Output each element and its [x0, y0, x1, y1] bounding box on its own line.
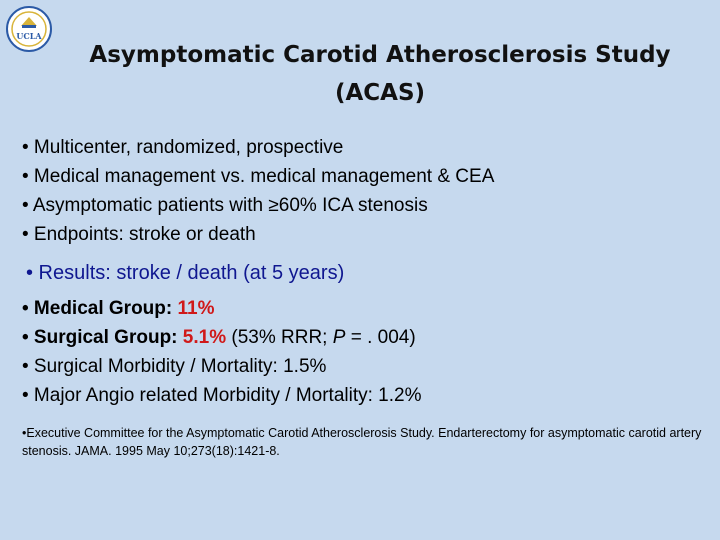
list-item: • Endpoints: stroke or death — [22, 224, 256, 245]
reference-citation: •Executive Committee for the Asymptomatic Carotid Atherosclerosis Study. Endarterectomy for asymptomatic carotid artery stenosis. JAMA. 1995 May 10;273(18):1421-8. — [22, 426, 702, 458]
study-design-list — [22, 133, 494, 249]
p-symbol: P — [332, 327, 346, 348]
title-line-1: Asymptomatic Carotid Atherosclerosis Study — [89, 42, 671, 68]
results-list — [22, 294, 421, 410]
logo-text: UCLA — [16, 31, 42, 41]
results-heading: • Results: stroke / death (at 5 years) — [26, 262, 345, 284]
ucla-seal-icon — [6, 6, 52, 52]
surgical-group-label: • Surgical Group: — [22, 327, 183, 348]
list-item: • Asymptomatic patients with ≥60% ICA stenosis — [22, 195, 428, 216]
surgical-note-post: = . 004) — [345, 327, 416, 348]
medical-group-item — [22, 294, 421, 323]
list-item: • Multicenter, randomized, prospective — [22, 137, 344, 158]
list-item: • Major Angio related Morbidity / Mortality: 1.2% — [22, 385, 422, 406]
surgical-note-pre: (53% RRR; — [226, 327, 333, 348]
surgical-group-item — [22, 323, 421, 352]
medical-group-value: 11% — [177, 298, 215, 319]
slide-title — [60, 36, 700, 112]
title-line-2: (ACAS) — [334, 80, 426, 106]
list-item: • Medical management vs. medical management & CEA — [22, 166, 495, 187]
list-item: • Surgical Morbidity / Mortality: 1.5% — [22, 356, 327, 377]
surgical-group-value: 5.1% — [182, 327, 227, 348]
medical-group-label: • Medical Group: — [22, 298, 178, 319]
